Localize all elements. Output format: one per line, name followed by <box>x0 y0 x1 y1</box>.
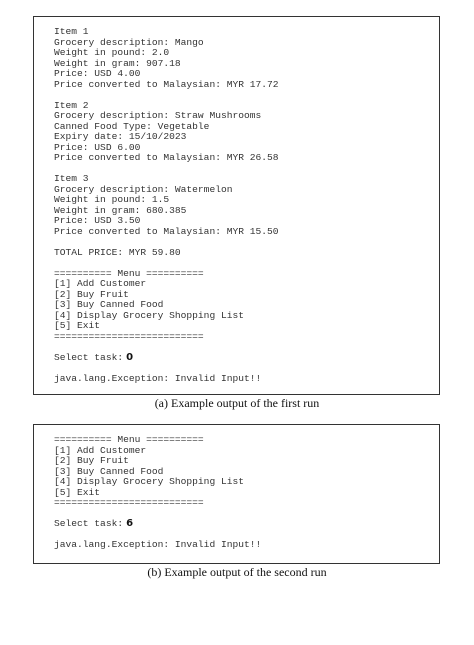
item-2-line: Expiry date: 15/10/2023 <box>54 131 187 142</box>
item-2-line: Canned Food Type: Vegetable <box>54 120 210 132</box>
item-1-line: Price converted to Malaysian: MYR 17.72 <box>54 78 279 90</box>
menu-option: [5] Exit <box>54 486 101 498</box>
menu-option: [1] Add Customer <box>54 278 147 289</box>
menu-option: [4] Display Grocery Shopping List <box>54 476 244 487</box>
menu-option: [4] Display Grocery Shopping List <box>54 309 244 321</box>
item-2-line: Price converted to Malaysian: MYR 26.58 <box>54 152 279 163</box>
figure-caption-b: (b) Example output of the second run <box>147 565 327 579</box>
item-3-line: Grocery description: Watermelon <box>54 183 233 195</box>
menu-option: [1] Add Customer <box>54 444 147 456</box>
error-message: java.lang.Exception: Invalid Input!! <box>54 539 262 550</box>
menu-block <box>54 435 439 509</box>
item-3-line: Weight in pound: 1.5 <box>54 194 170 205</box>
item-2-line: Price: USD 6.00 <box>54 141 141 153</box>
menu-option: [5] Exit <box>54 320 101 331</box>
item-3-line: Price converted to Malaysian: MYR 15.50 <box>54 225 279 237</box>
item-2-line: Item 2 <box>54 99 89 111</box>
menu-option: [3] Buy Canned Food <box>54 299 164 310</box>
menu-header: ========== Menu ========== <box>54 267 204 279</box>
item-1-line: Weight in pound: 2.0 <box>54 47 170 58</box>
user-input-value: 6 <box>126 518 134 529</box>
item-1-line: Item 1 <box>54 26 89 37</box>
item-1-line: Price: USD 4.00 <box>54 68 141 79</box>
menu-option: [2] Buy Fruit <box>54 455 129 466</box>
console-output-run-2 <box>33 424 440 564</box>
item-2-block <box>54 101 439 164</box>
prompt-label: Select task: <box>54 518 124 529</box>
menu-footer: ========================== <box>54 330 204 342</box>
item-2-line: Grocery description: Straw Mushrooms <box>54 110 262 121</box>
item-1-line: Weight in gram: 907.18 <box>54 57 181 69</box>
menu-block <box>54 269 439 343</box>
console-output-run-1 <box>33 16 440 395</box>
item-3-line: Weight in gram: 680.385 <box>54 204 187 216</box>
figure-caption-a: (a) Example output of the first run <box>154 396 320 410</box>
total-price: TOTAL PRICE: MYR 59.80 <box>54 246 181 258</box>
menu-footer: ========================== <box>54 497 204 508</box>
user-input-value: 0 <box>126 351 134 363</box>
error-message: java.lang.Exception: Invalid Input!! <box>54 372 262 384</box>
menu-option: [3] Buy Canned Food <box>54 465 164 477</box>
item-1-line: Grocery description: Mango <box>54 36 204 48</box>
select-task-prompt <box>54 353 439 364</box>
menu-header: ========== Menu ========== <box>54 434 204 445</box>
item-3-line: Item 3 <box>54 173 89 184</box>
item-1-block <box>54 27 439 90</box>
item-3-line: Price: USD 3.50 <box>54 215 141 226</box>
item-3-block <box>54 174 439 237</box>
select-task-prompt <box>54 519 439 530</box>
prompt-label: Select task: <box>54 351 124 363</box>
menu-option: [2] Buy Fruit <box>54 288 129 300</box>
